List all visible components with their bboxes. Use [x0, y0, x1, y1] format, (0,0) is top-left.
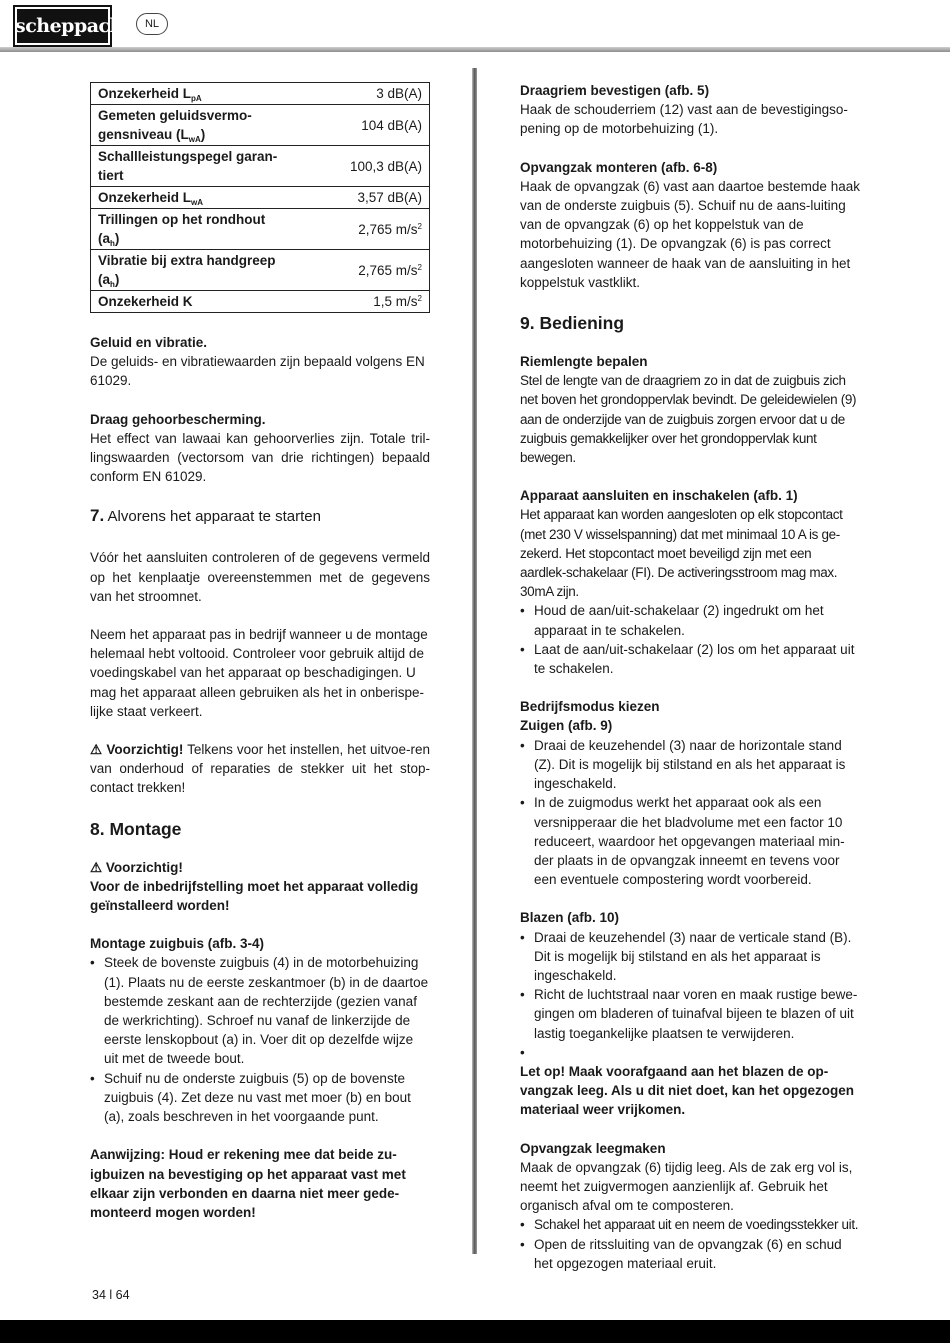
column-divider	[472, 68, 477, 1254]
blow-warning: Let op! Maak voorafgaand aan het blazen de op-vangzak leeg. Als u dit niet doet, kan het opgezogen materiaal weer vrijkomen.	[520, 1063, 855, 1118]
list-item-empty	[520, 1043, 860, 1062]
header-divider	[0, 47, 950, 52]
noise-section	[90, 333, 430, 391]
list-item: • Open de ritssluiting van de opvangzak (6) en schud het opgezogen materiaal eruit.	[520, 1235, 860, 1273]
list-item: • Draai de keuzehendel (3) naar de horizontale stand (Z). Dit is mogelijk bij stilstand en als het apparaat is ingeschakeld.	[520, 736, 860, 794]
spec-row	[91, 83, 430, 105]
blow-section	[520, 908, 860, 1119]
hearing-text: Het effect van lawaai kan gehoorverlies zijn. Totale tril-lingswaarden (vectorsom van drie richtingen) bepaald conform EN 61029.	[90, 430, 430, 485]
section-8-warning	[90, 858, 430, 916]
bag-title: Opvangzak monteren (afb. 6-8)	[520, 159, 718, 175]
warning-icon: ⚠	[90, 742, 103, 758]
spec-value: 100,3 dB(A)	[285, 146, 430, 187]
caution-label: Voorzichtig!	[106, 742, 184, 758]
section-7-caution	[90, 740, 430, 798]
spec-value: 3 dB(A)	[376, 86, 422, 101]
hearing-section	[90, 410, 430, 487]
empty-list	[520, 1215, 860, 1273]
section-9-title: 9. Bediening	[520, 313, 625, 334]
section-7-title: Alvorens het apparaat te starten	[107, 508, 321, 526]
empty-section	[520, 1139, 860, 1273]
strap-title: Draagriem bevestigen (afb. 5)	[520, 83, 710, 98]
connect-list	[520, 601, 860, 678]
mount-note: Aanwijzing: Houd er rekening mee dat beide zu-igbuizen na bevestiging op het apparaat vast met elkaar zijn verbonden en daarna niet meer gede-monteerd mogen worden!	[90, 1147, 406, 1220]
list-item: • Richt de luchtstraal naar voren en maak rustige bewe-gingen om bladeren of tuinafval bijeen te blazen of uit lastig toegankelijke plaatsen te verwijderen.	[520, 985, 860, 1043]
left-column	[90, 82, 430, 1222]
list-item: • Draai de keuzehendel (3) naar de verticale stand (B). Dit is mogelijk bij stilstand en als het apparaat is ingeschakeld.	[520, 928, 860, 986]
right-column	[520, 81, 860, 1273]
spec-value: 1,5 $m/s^2$	[285, 291, 430, 313]
mount-section	[90, 934, 430, 1126]
strap-text: Haak de schouderriem (12) vast aan de bevestigingso-pening op de motorbehuizing (1).	[520, 102, 848, 137]
spec-row	[91, 146, 430, 187]
spec-value: 3,57 dB(A)	[285, 187, 430, 209]
length-title: Riemlengte bepalen	[520, 354, 648, 370]
empty-text: Maak de opvangzak (6) tijdig leeg. Als de zak erg vol is, neemt het zuigvermogen aanzienlijk af. Gebruik het organisch afval om te composteren.	[520, 1159, 853, 1214]
noise-title: Geluid en vibratie.	[90, 335, 208, 350]
connect-title: Apparaat aansluiten en inschakelen (afb. 1)	[520, 488, 798, 504]
spec-row	[91, 209, 430, 250]
hearing-title: Draag gehoorbescherming.	[90, 411, 266, 427]
strap-section	[520, 81, 860, 139]
spec-label: Gemeten geluidsvermo-gensniveau $(L_{wA})$	[91, 105, 286, 146]
spec-label: Vibratie bij extra handgreep $(a_h)$	[91, 250, 286, 291]
suck-list	[520, 736, 860, 890]
spec-row	[91, 105, 430, 146]
spec-label: Trillingen op het rondhout $(a_h)$	[91, 209, 286, 250]
spec-label: Schallleistungspegel garan-tiert	[91, 146, 286, 187]
spec-row	[91, 291, 430, 313]
page-header	[0, 0, 950, 50]
mount-list	[90, 953, 430, 1126]
spec-row	[91, 250, 430, 291]
spec-label: Onzekerheid $L_{wA}$	[91, 187, 286, 209]
caution-text: Telkens voor het instellen, het uitvoe-ren van onderhoud of reparaties de stekker uit het stop-contact trekken!	[90, 742, 430, 796]
spec-row	[91, 187, 430, 209]
caution-label: Voorzichtig!	[105, 859, 183, 875]
list-item: • Schakel het apparaat uit en neem de voedingsstekker uit.	[520, 1215, 860, 1234]
list-item: • In de zuigmodus werkt het apparaat ook als een versnipperaar die het bladvolume met een factor 10 reduceert, waardoor het opgevangen materiaal min-der plaats in de opvangzak inneemt en tevens voor een eventuele compostering wordt voorbereid.	[520, 793, 860, 889]
spec-value: 104 dB(A)	[285, 105, 430, 146]
spec-value: 2,765 $m/s^2$	[285, 250, 430, 291]
suck-title: Zuigen (afb. 9)	[520, 718, 613, 734]
spec-table	[90, 82, 430, 313]
section-8-warning-text: Voor de inbedrijfstelling moet het apparaat volledig geïnstalleerd worden!	[90, 878, 419, 914]
language-badge: NL	[136, 13, 168, 35]
page-number: 34 l 64	[92, 1288, 130, 1302]
blow-title: Blazen (afb. 10)	[520, 910, 620, 926]
section-8-title: 8. Montage	[90, 818, 182, 839]
connect-text: Het apparaat kan worden aangesloten op elk stopcontact (met 230 V wisselspanning) dat met minimaal 10 A is ge-zekerd. Het stopcontact moet beveiligd zijn met een aardlek-schakelaar (FI). De activeringsstroom mag max. 30mA zijn.	[520, 507, 843, 600]
section-7-number: 7.	[90, 506, 105, 526]
brand-logo: scheppach	[13, 5, 112, 47]
list-item: • Steek de bovenste zuigbuis (4) in de motorbehuizing (1). Plaats nu de eerste zeskantmoer (b) in de daartoe bestemde zeskant aan de rechterzijde (gezien vanaf de werkrichting). Schroef nu vanaf de linkerzijde de eerste lenskopbout (a) in. Voer dit op dezelfde wijze uit met de tweede bout.	[90, 953, 430, 1068]
connect-section	[520, 486, 860, 678]
length-text: Stel de lengte van de draagriem zo in dat de zuigbuis zich net boven het grondoppervlak bevindt. De geleidewielen (9) aan de onderzijde van de zuigbuis zorgen ervoor dat u de zuigbuis gemakkelijker over het grondoppervlak kunt bewegen.	[520, 373, 857, 466]
section-7-heading	[90, 505, 430, 528]
spec-label: Onzekerheid K	[91, 291, 286, 313]
spec-value: 2,765 $m/s^2$	[285, 209, 430, 250]
noise-text: De geluids- en vibratiewaarden zijn bepaald volgens EN 61029.	[90, 354, 425, 389]
footer-bar	[0, 1320, 950, 1343]
list-item: • Houd de aan/uit-schakelaar (2) ingedrukt om het apparaat in te schakelen.	[520, 601, 860, 639]
mount-title: Montage zuigbuis (afb. 3-4)	[90, 936, 264, 952]
section-7-paragraph-1: Vóór het aansluiten controleren of de gegevens vermeld op het kenplaatje overeenstemmen met de gegevens van het stroomnet.	[90, 550, 430, 604]
warning-icon: ⚠	[90, 859, 103, 875]
empty-title: Opvangzak leegmaken	[520, 1140, 666, 1156]
blow-list	[520, 928, 860, 1062]
section-7-paragraph-2: Neem het apparaat pas in bedrijf wanneer u de montage helemaal hebt voltooid. Controleer voor gebruik altijd de voedingskabel van het apparaat op beschadigingen. U mag het apparaat alleen gebruiken als het in onberispe-lijke staat verkeert.	[90, 627, 428, 719]
bag-text: Haak de opvangzak (6) vast aan daartoe bestemde haak van de onderste zuigbuis (5). Schuif nu de aans-luiting van de opvangzak (6) op het koppelstuk van de motorbehuizing (1). De opvangzak (6) is pas correct aangesloten wanneer de haak van de aansluiting in het koppelstuk vastklikt.	[520, 178, 860, 290]
bag-section	[520, 158, 860, 292]
length-section	[520, 352, 860, 467]
mode-section	[520, 697, 860, 889]
spec-label: Onzekerheid $L_{pA}$	[98, 86, 202, 103]
list-item: • Laat de aan/uit-schakelaar (2) los om het apparaat uit te schakelen.	[520, 640, 860, 678]
mode-title: Bedrijfsmodus kiezen	[520, 699, 660, 715]
list-item: • Schuif nu de onderste zuigbuis (5) op de bovenste zuigbuis (4). Zet deze nu vast met moer (b) en bout (a), zoals beschreven in het voorgaande punt.	[90, 1069, 430, 1127]
